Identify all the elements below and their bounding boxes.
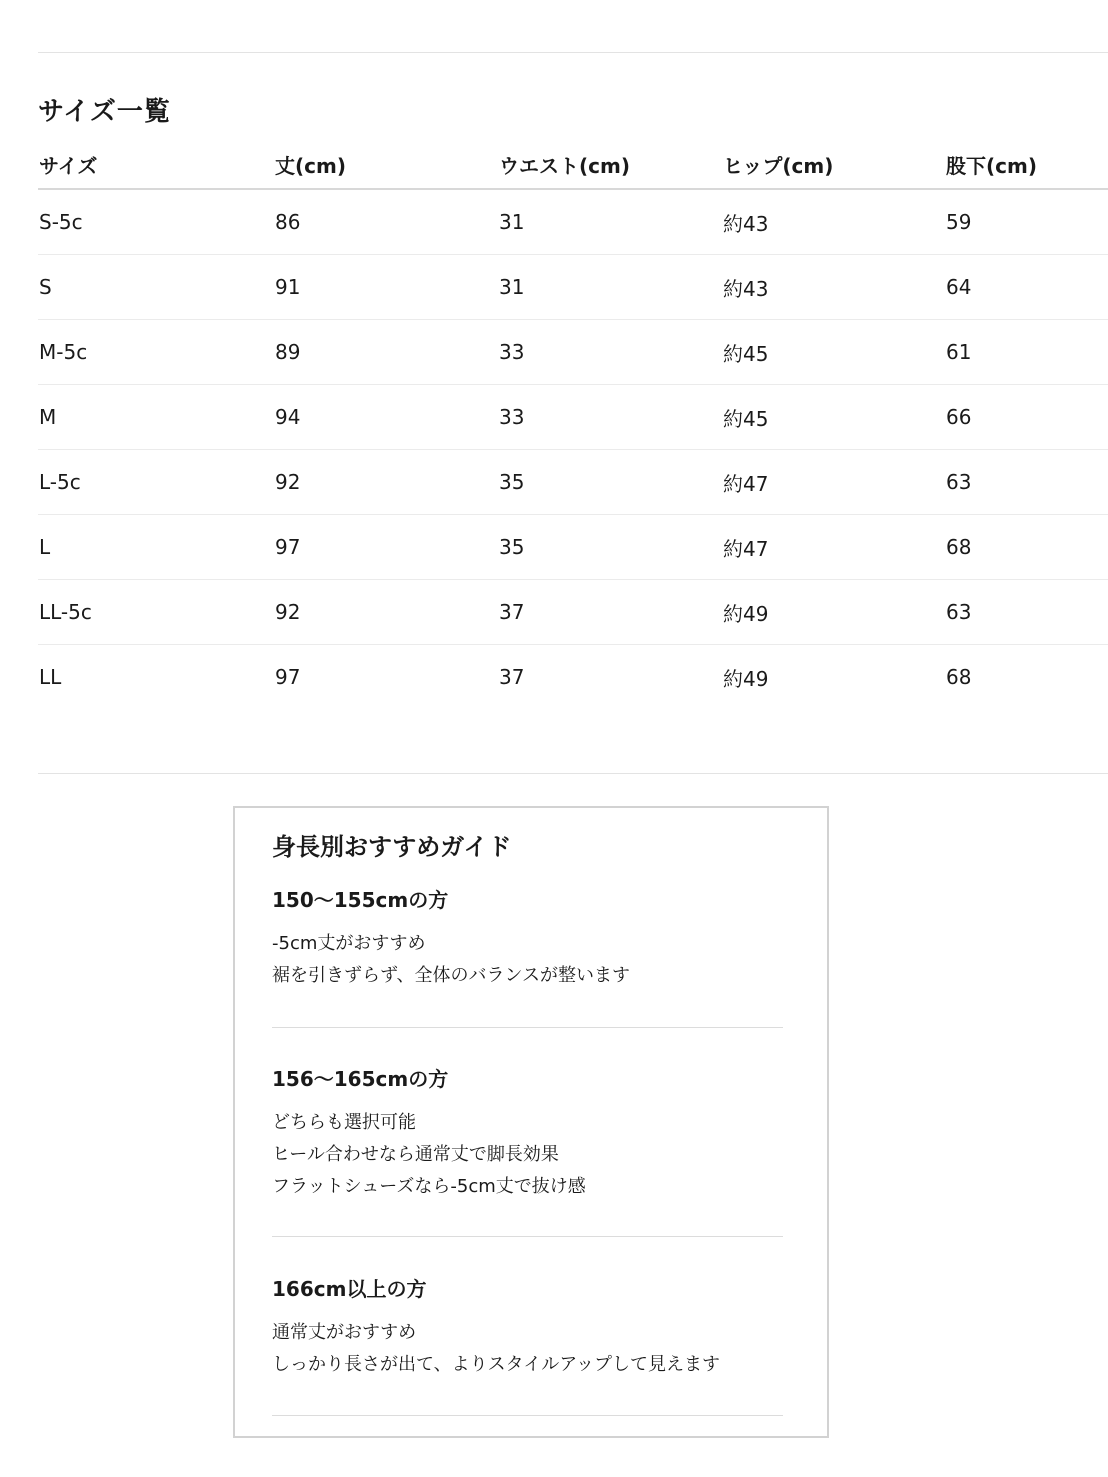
cell-waist: 31 [498, 255, 722, 320]
cell-size: S [38, 255, 274, 320]
header-hip: ヒップ(cm) [722, 140, 945, 189]
table-row [38, 580, 1108, 645]
header-size: サイズ [38, 140, 274, 189]
section-divider [38, 773, 1108, 774]
cell-waist: 33 [498, 385, 722, 450]
guide-section-line: ヒール合わせなら通常丈で脚長効果 [272, 1144, 559, 1165]
cell-hip: 約49 [722, 580, 945, 645]
cell-hip: 約45 [722, 320, 945, 385]
guide-section-heading: 156〜165cmの方 [272, 1067, 449, 1091]
top-divider [38, 52, 1108, 53]
cell-hip: 約43 [722, 255, 945, 320]
cell-size: M-5c [38, 320, 274, 385]
cell-size: LL-5c [38, 580, 274, 645]
header-inseam: 股下(cm) [945, 140, 1108, 189]
table-row [38, 645, 1108, 710]
cell-size: M [38, 385, 274, 450]
cell-length: 91 [274, 255, 498, 320]
table-row [38, 450, 1108, 515]
guide-section-156-165 [272, 1064, 783, 1237]
cell-waist: 37 [498, 580, 722, 645]
cell-length: 89 [274, 320, 498, 385]
cell-length: 97 [275, 665, 301, 689]
cell-inseam: 61 [945, 320, 1108, 385]
cell-length: 86 [274, 189, 498, 255]
cell-inseam: 63 [945, 580, 1108, 645]
cell-length: 92 [274, 580, 498, 645]
guide-section-line: フラットシューズなら-5cm丈で抜け感 [272, 1176, 586, 1197]
cell-waist: 33 [498, 320, 722, 385]
cell-length: 92 [274, 450, 498, 515]
cell-size: LL [39, 665, 62, 689]
cell-inseam: 68 [945, 515, 1108, 580]
guide-section-line: 通常丈がおすすめ [272, 1322, 417, 1343]
table-header-row [38, 140, 1108, 189]
table-row [38, 515, 1108, 580]
cell-hip: 約49 [723, 666, 769, 691]
cell-waist: 35 [498, 450, 722, 515]
cell-inseam: 59 [945, 189, 1108, 255]
cell-size: S-5c [38, 189, 274, 255]
table-row [38, 189, 1108, 255]
cell-size: L-5c [38, 450, 274, 515]
guide-section-heading: 166cm以上の方 [272, 1277, 427, 1301]
cell-size: L [38, 515, 274, 580]
cell-length: 94 [274, 385, 498, 450]
guide-section-line: -5cm丈がおすすめ [272, 933, 426, 954]
header-waist: ウエスト(cm) [498, 140, 722, 189]
cell-hip: 約47 [722, 450, 945, 515]
size-chart-title: サイズ一覧 [38, 97, 171, 127]
guide-section-166-plus [272, 1274, 783, 1416]
cell-inseam: 63 [945, 450, 1108, 515]
cell-waist: 35 [498, 515, 722, 580]
cell-waist: 31 [498, 189, 722, 255]
cell-length: 97 [274, 515, 498, 580]
table-row [38, 385, 1108, 450]
cell-hip: 約45 [722, 385, 945, 450]
cell-inseam: 68 [946, 665, 972, 689]
table-row [38, 320, 1108, 385]
guide-section-heading: 150〜155cmの方 [272, 888, 449, 912]
guide-section-line: しっかり長さが出て、よりスタイルアップして見えます [272, 1354, 721, 1375]
guide-section-150-155 [272, 885, 783, 1028]
guide-section-line: 裾を引きずらず、全体のバランスが整います [272, 965, 631, 986]
cell-hip: 約43 [722, 189, 945, 255]
size-table [38, 140, 1108, 709]
cell-hip: 約47 [722, 515, 945, 580]
cell-inseam: 66 [945, 385, 1108, 450]
cell-inseam: 64 [945, 255, 1108, 320]
guide-section-line: どちらも選択可能 [272, 1112, 416, 1133]
table-row [38, 255, 1108, 320]
cell-waist: 37 [499, 665, 525, 689]
header-length: 丈(cm) [274, 140, 498, 189]
height-guide-box [233, 806, 829, 1438]
height-guide-title: 身長別おすすめガイド [272, 833, 512, 861]
